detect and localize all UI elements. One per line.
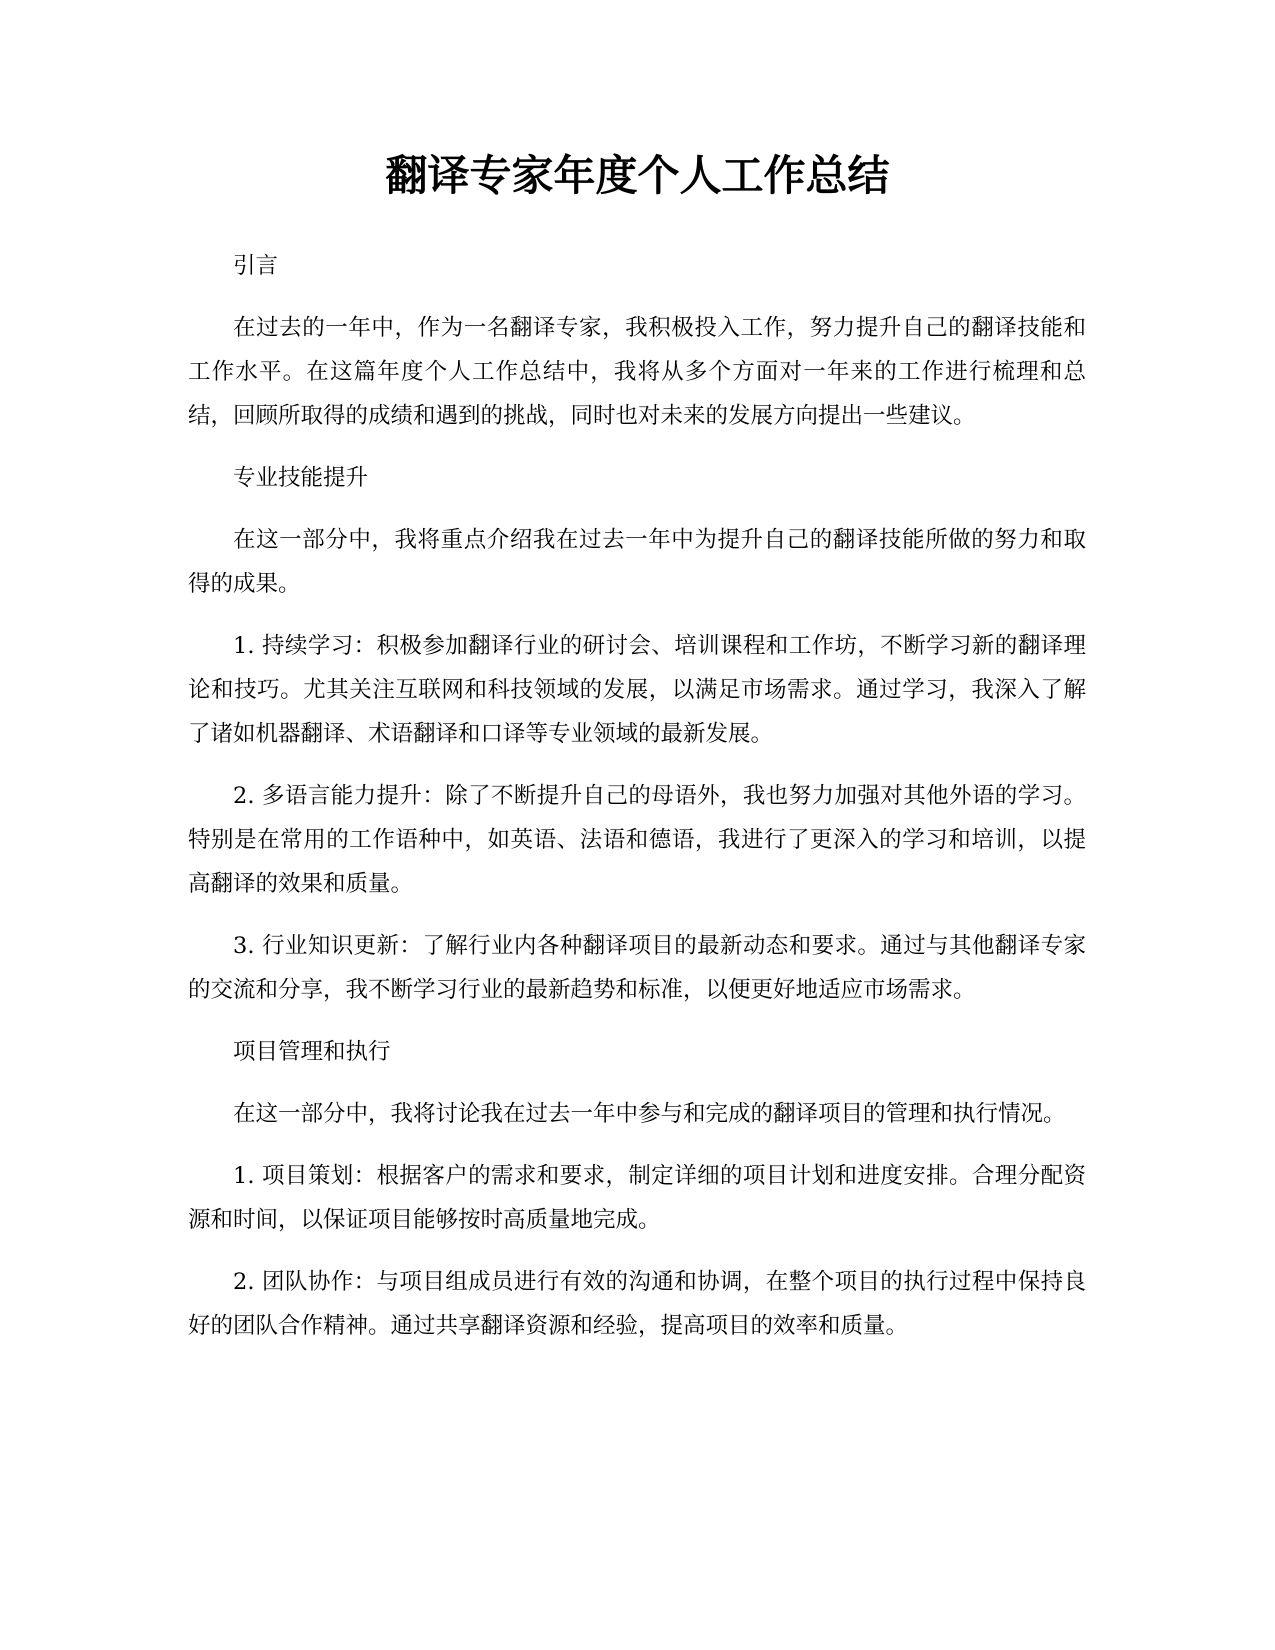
list-item: 3. 行业知识更新：了解行业内各种翻译项目的最新动态和要求。通过与其他翻译专家的交流和分享，我不断学习行业的最新趋势和标准，以便更好地适应市场需求。	[188, 933, 1086, 1003]
paragraph: 在这一部分中，我将重点介绍我在过去一年中为提升自己的翻译技能所做的努力和取得的成果。	[188, 527, 1086, 597]
document-body	[188, 244, 1086, 1366]
list-item: 1. 项目策划：根据客户的需求和要求，制定详细的项目计划和进度安排。合理分配资源和时间，以保证项目能够按时高质量地完成。	[188, 1163, 1086, 1233]
document-title: 翻译专家年度个人工作总结	[385, 151, 890, 200]
section-heading-introduction: 引言	[233, 253, 279, 279]
list-item: 2. 多语言能力提升：除了不断提升自己的母语外，我也努力加强对其他外语的学习。特别是在常用的工作语种中，如英语、法语和德语，我进行了更深入的学习和培训，以提高翻译的效果和质量。	[188, 783, 1086, 897]
paragraph: 在过去的一年中，作为一名翻译专家，我积极投入工作，努力提升自己的翻译技能和工作水平。在这篇年度个人工作总结中，我将从多个方面对一年来的工作进行梳理和总结，回顾所取得的成绩和遇到的挑战，同时也对未来的发展方向提出一些建议。	[188, 315, 1086, 429]
section-heading-project-management: 项目管理和执行	[233, 1039, 391, 1065]
list-item: 1. 持续学习：积极参加翻译行业的研讨会、培训课程和工作坊，不断学习新的翻译理论和技巧。尤其关注互联网和科技领域的发展，以满足市场需求。通过学习，我深入了解了诸如机器翻译、术语翻译和口译等专业领域的最新发展。	[188, 633, 1086, 747]
paragraph: 在这一部分中，我将讨论我在过去一年中参与和完成的翻译项目的管理和执行情况。	[233, 1101, 1066, 1127]
section-heading-skills: 专业技能提升	[233, 465, 369, 491]
list-item: 2. 团队协作：与项目组成员进行有效的沟通和协调，在整个项目的执行过程中保持良好的团队合作精神。通过共享翻译资源和经验，提高项目的效率和质量。	[188, 1269, 1086, 1339]
